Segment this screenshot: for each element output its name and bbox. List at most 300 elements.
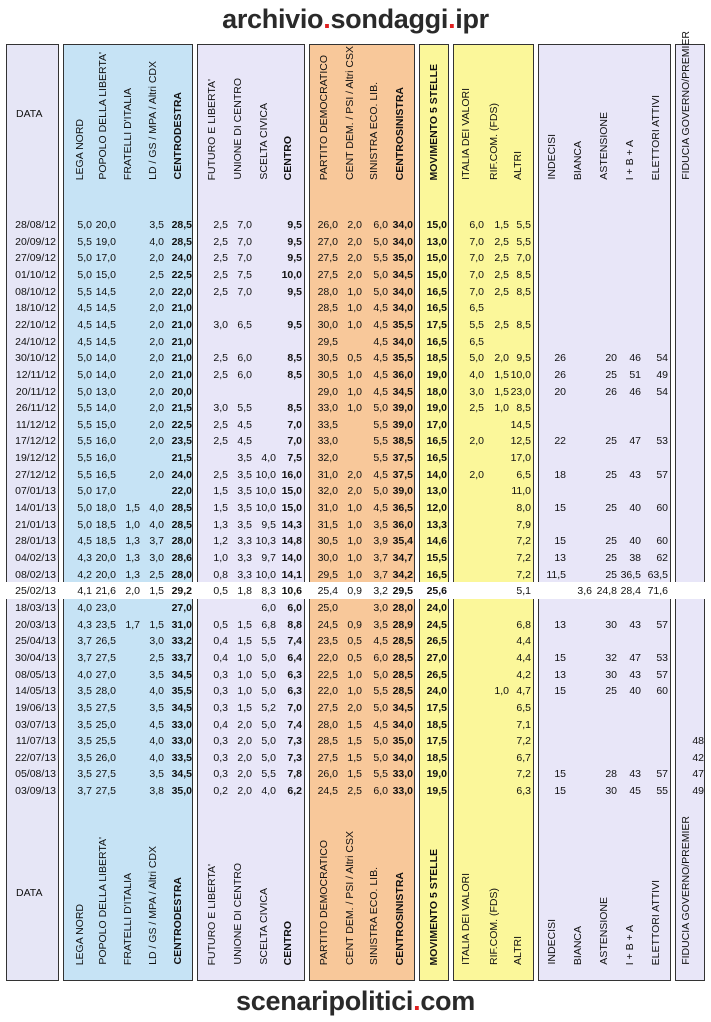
table-cell: 22 — [554, 435, 566, 448]
table-cell: 4,2 — [516, 668, 531, 681]
table-cell: 15 — [554, 785, 566, 798]
table-cell: 4,5 — [77, 302, 92, 315]
table-cell: 20,0 — [95, 552, 116, 564]
row-date: 04/02/13 — [15, 552, 56, 564]
table-cell: 1,5 — [347, 718, 362, 731]
table-cell: 34,5 — [171, 768, 192, 781]
table-cell: 4,0 — [149, 518, 164, 531]
col-header-top-9: CENTRO — [282, 135, 294, 180]
site-title-top-part1: archivio — [222, 4, 324, 34]
table-cell: 1,0 — [347, 535, 362, 548]
table-cell: 3,9 — [373, 535, 388, 548]
table-cell: 21,5 — [171, 402, 192, 415]
table-cell: 6,0 — [373, 785, 388, 798]
table-cell: 1,0 — [237, 668, 252, 681]
table-cell: 7,0 — [469, 285, 484, 298]
table-cell: 1,5 — [125, 502, 140, 515]
table-cell: 3,5 — [77, 735, 92, 748]
table-cell: 24,0 — [426, 601, 447, 614]
table-cell: 26,5 — [95, 635, 116, 648]
row-date: 01/10/12 — [15, 268, 56, 281]
table-cell: 4,5 — [373, 335, 388, 348]
table-cell: 2,0 — [149, 252, 164, 265]
table-cell: 32,0 — [317, 485, 338, 498]
table-cell: 10,0 — [255, 485, 276, 498]
table-cell: 47 — [629, 435, 641, 448]
table-cell: 36,5 — [392, 502, 413, 515]
table-cell: 9,7 — [261, 552, 276, 564]
col-header-bottom-21: I + B + A — [624, 924, 636, 965]
table-cell: 43 — [629, 768, 641, 781]
col-header-top-3: FRATELLI D'ITALIA — [122, 87, 134, 180]
table-cell: 17,5 — [426, 701, 447, 714]
table-cell: 28,5 — [392, 685, 413, 698]
table-cell: 8,5 — [287, 402, 302, 415]
table-cell: 5,0 — [261, 685, 276, 698]
table-cell: 35,0 — [392, 735, 413, 748]
table-cell: 4,0 — [149, 735, 164, 748]
table-cell: 16,0 — [281, 468, 302, 481]
table-cell: 5,0 — [373, 235, 388, 248]
table-cell: 4,5 — [373, 302, 388, 315]
table-cell: 14,0 — [426, 468, 447, 481]
table-cell: 10,3 — [255, 535, 276, 548]
table-cell: 5,0 — [373, 668, 388, 681]
table-cell: 2,5 — [149, 268, 164, 281]
table-cell: 7,3 — [287, 751, 302, 764]
table-cell: 4,5 — [373, 718, 388, 731]
table-cell: 38,5 — [392, 435, 413, 448]
table-cell: 9,5 — [287, 285, 302, 298]
table-cell: 4,3 — [77, 552, 92, 564]
table-cell: 24,5 — [317, 785, 338, 798]
table-cell: 63,5 — [647, 568, 668, 581]
table-cell: 33,0 — [171, 735, 192, 748]
col-header-top-2: POPOLO DELLA LIBERTA' — [97, 52, 109, 180]
table-cell: 22,5 — [171, 418, 192, 431]
table-cell: 4,5 — [77, 335, 92, 348]
table-cell: 3,0 — [149, 552, 164, 564]
table-cell: 7,0 — [237, 235, 252, 248]
table-cell: 8,5 — [516, 268, 531, 281]
table-cell: 23,5 — [171, 435, 192, 448]
table-cell: 7,0 — [237, 219, 252, 231]
table-cell: 8,5 — [287, 352, 302, 365]
table-cell: 24,8 — [596, 585, 617, 598]
table-cell: 2,5 — [213, 285, 228, 298]
table-cell: 0,5 — [347, 651, 362, 664]
table-cell: 16,5 — [426, 452, 447, 465]
table-cell: 27,5 — [95, 768, 116, 781]
col-header-top-14: MOVIMENTO 5 STELLE — [428, 63, 440, 180]
table-cell: 15 — [554, 768, 566, 781]
table-cell: 2,5 — [213, 268, 228, 281]
table-cell: 5,5 — [516, 235, 531, 248]
table-cell: 7,0 — [237, 285, 252, 298]
col-header-top-4: LD / GS / MPA / Altri CDX — [147, 61, 159, 180]
col-header-bottom-22: ELETTORI ATTIVI — [650, 879, 662, 965]
table-cell: 3,5 — [237, 518, 252, 531]
table-cell: 28,5 — [171, 502, 192, 515]
table-cell: 5,0 — [261, 651, 276, 664]
table-cell: 28,0 — [317, 285, 338, 298]
col-header-bottom-17: ALTRI — [512, 936, 524, 965]
table-cell: 1,5 — [347, 751, 362, 764]
table-cell: 33,0 — [171, 718, 192, 731]
table-cell: 5,5 — [237, 402, 252, 415]
col-header-top-15: ITALIA DEI VALORI — [460, 88, 472, 180]
table-cell: 3,5 — [149, 219, 164, 231]
table-cell: 20,0 — [95, 568, 116, 581]
table-cell: 3,7 — [373, 568, 388, 581]
table-cell: 4,5 — [373, 385, 388, 398]
row-date: 20/11/12 — [15, 385, 56, 398]
col-header-bottom-6: FUTURO E LIBERTA' — [206, 863, 218, 965]
table-cell: 15,0 — [95, 268, 116, 281]
table-cell: 18,0 — [426, 385, 447, 398]
table-cell: 34,5 — [392, 701, 413, 714]
table-cell: 30,0 — [317, 318, 338, 331]
table-cell: 2,5 — [213, 219, 228, 231]
table-cell: 34,2 — [392, 568, 413, 581]
table-cell: 46 — [629, 385, 641, 398]
table-cell: 34,5 — [392, 268, 413, 281]
table-cell: 0,3 — [213, 668, 228, 681]
table-cell: 27,5 — [317, 252, 338, 265]
col-header-top-13: CENTROSINISTRA — [394, 86, 406, 180]
table-cell: 28 — [605, 768, 617, 781]
table-cell: 3,0 — [213, 402, 228, 415]
row-date: 07/01/13 — [15, 485, 56, 498]
table-cell: 7,1 — [516, 718, 531, 731]
col-header-top-21: I + B + A — [624, 139, 636, 180]
table-cell: 7,0 — [287, 701, 302, 714]
table-cell: 33,5 — [171, 751, 192, 764]
table-cell: 13,0 — [95, 385, 116, 398]
table-cell: 35,5 — [392, 318, 413, 331]
table-cell: 2,0 — [149, 402, 164, 415]
table-cell: 2,0 — [347, 268, 362, 281]
table-cell: 2,5 — [469, 402, 484, 415]
row-date: 14/05/13 — [15, 685, 56, 698]
table-cell: 40 — [629, 502, 641, 515]
table-cell: 15,0 — [95, 418, 116, 431]
table-cell: 2,5 — [213, 252, 228, 265]
table-cell: 28,6 — [171, 552, 192, 564]
table-cell: 1,5 — [213, 502, 228, 515]
table-cell: 33,0 — [392, 785, 413, 798]
table-cell: 2,0 — [149, 285, 164, 298]
row-date: 22/10/12 — [15, 318, 56, 331]
table-cell: 29,5 — [392, 585, 413, 598]
table-cell: 25,6 — [426, 585, 447, 598]
table-cell: 13,0 — [426, 235, 447, 248]
table-cell: 12,5 — [510, 435, 531, 448]
table-cell: 5,5 — [77, 435, 92, 448]
table-cell: 1,0 — [494, 402, 509, 415]
table-cell: 1,0 — [347, 668, 362, 681]
table-cell: 9,5 — [287, 235, 302, 248]
table-cell: 43 — [629, 668, 641, 681]
table-cell: 54 — [656, 385, 668, 398]
table-cell: 3,3 — [237, 552, 252, 564]
table-cell: 20 — [605, 352, 617, 365]
table-cell: 2,0 — [469, 468, 484, 481]
table-cell: 5,2 — [261, 701, 276, 714]
row-date: 28/08/12 — [15, 219, 56, 231]
table-cell: 7,5 — [237, 268, 252, 281]
table-cell: 1,0 — [347, 318, 362, 331]
table-cell: 8,3 — [261, 585, 276, 598]
table-cell: 2,0 — [347, 468, 362, 481]
table-cell: 28,5 — [392, 651, 413, 664]
row-date: 08/10/12 — [15, 285, 56, 298]
table-cell: 6,3 — [287, 668, 302, 681]
table-cell: 23,0 — [510, 385, 531, 398]
col-header-top-6: FUTURO E LIBERTA' — [206, 78, 218, 180]
table-cell: 33,0 — [317, 435, 338, 448]
site-title-top-dot: . — [323, 4, 331, 34]
row-date: 20/03/13 — [15, 618, 56, 631]
table-cell: 34,0 — [392, 219, 413, 231]
table-cell: 7,4 — [287, 635, 302, 648]
table-cell: 3,0 — [373, 601, 388, 614]
table-cell: 5,1 — [516, 585, 531, 598]
table-cell: 21,0 — [171, 302, 192, 315]
table-cell: 4,4 — [516, 651, 531, 664]
table-cell: 2,5 — [213, 235, 228, 248]
site-title-bottom-part1: scenaripolitici — [236, 986, 414, 1016]
table-cell: 5,0 — [373, 735, 388, 748]
table-cell: 2,5 — [213, 352, 228, 365]
table-cell: 21,6 — [95, 585, 116, 598]
table-cell: 0,3 — [213, 735, 228, 748]
table-cell: 22,0 — [317, 651, 338, 664]
table-cell: 1,5 — [149, 585, 164, 598]
table-cell: 6,0 — [287, 601, 302, 614]
table-cell: 5,0 — [261, 718, 276, 731]
table-cell: 3,6 — [577, 585, 592, 598]
table-cell: 5,0 — [373, 485, 388, 498]
table-cell: 7,2 — [516, 568, 531, 581]
table-cell: 47 — [629, 651, 641, 664]
table-cell: 30,0 — [317, 552, 338, 564]
table-cell: 28,5 — [317, 302, 338, 315]
table-cell: 32 — [605, 651, 617, 664]
table-cell: 2,0 — [494, 352, 509, 365]
table-cell: 8,5 — [287, 368, 302, 381]
table-cell: 7,0 — [469, 235, 484, 248]
table-cell: 22,0 — [317, 685, 338, 698]
table-cell: 5,0 — [77, 352, 92, 365]
col-header-top-11: CENT DEM. / PSI / Altri CSX — [344, 46, 356, 180]
table-cell: 24,5 — [426, 618, 447, 631]
table-cell: 4,0 — [149, 685, 164, 698]
table-cell: 43 — [629, 468, 641, 481]
table-cell: 49 — [692, 785, 704, 798]
table-cell: 6,5 — [516, 701, 531, 714]
table-cell: 10,0 — [281, 268, 302, 281]
table-cell: 1,0 — [237, 685, 252, 698]
table-cell: 5,0 — [77, 502, 92, 515]
table-cell: 0,3 — [213, 685, 228, 698]
table-cell: 30 — [605, 668, 617, 681]
table-cell: 4,0 — [149, 502, 164, 515]
table-cell: 2,0 — [469, 435, 484, 448]
table-cell: 15,0 — [426, 252, 447, 265]
table-cell: 0,8 — [213, 568, 228, 581]
table-cell: 14,5 — [510, 418, 531, 431]
table-cell: 60 — [656, 685, 668, 698]
table-cell: 28,5 — [392, 668, 413, 681]
table-cell: 16,5 — [426, 435, 447, 448]
site-title-bottom-part2: com — [420, 986, 475, 1016]
table-cell: 20,0 — [171, 385, 192, 398]
table-cell: 1,5 — [494, 219, 509, 231]
table-cell: 13,0 — [426, 485, 447, 498]
table-cell: 8,0 — [516, 502, 531, 515]
table-cell: 8,8 — [287, 618, 302, 631]
table-cell: 26 — [605, 385, 617, 398]
table-cell: 1,0 — [125, 518, 140, 531]
table-cell: 11,5 — [546, 568, 566, 581]
table-cell: 57 — [656, 618, 668, 631]
table-cell: 16,0 — [95, 435, 116, 448]
table-cell: 1,3 — [125, 535, 140, 548]
table-cell: 14,5 — [95, 285, 116, 298]
table-cell: 5,0 — [261, 735, 276, 748]
table-cell: 8,5 — [516, 402, 531, 415]
table-cell: 10,0 — [255, 502, 276, 515]
table-cell: 18 — [554, 468, 566, 481]
table-cell: 2,0 — [149, 385, 164, 398]
table-cell: 19,0 — [426, 368, 447, 381]
table-cell: 5,0 — [77, 252, 92, 265]
table-cell: 1,5 — [347, 768, 362, 781]
table-cell: 6,0 — [261, 601, 276, 614]
table-cell: 1,5 — [494, 385, 509, 398]
table-cell: 7,3 — [287, 735, 302, 748]
table-cell: 27,5 — [317, 751, 338, 764]
table-cell: 35,5 — [171, 685, 192, 698]
table-cell: 29,0 — [317, 385, 338, 398]
row-date: 18/10/12 — [15, 302, 56, 315]
table-cell: 1,0 — [347, 685, 362, 698]
table-cell: 2,5 — [494, 268, 509, 281]
table-cell: 12,0 — [426, 502, 447, 515]
table-cell: 1,2 — [213, 535, 228, 548]
table-cell: 3,7 — [149, 535, 164, 548]
row-date: 27/09/12 — [15, 252, 56, 265]
table-cell: 29,2 — [171, 585, 192, 598]
table-cell: 4,0 — [261, 785, 276, 798]
table-cell: 27,0 — [317, 235, 338, 248]
table-cell: 3,7 — [373, 552, 388, 564]
table-cell: 6,5 — [516, 468, 531, 481]
table-cell: 5,5 — [77, 402, 92, 415]
row-date: 30/10/12 — [15, 352, 56, 365]
table-cell: 30 — [605, 785, 617, 798]
table-cell: 30,5 — [317, 352, 338, 365]
table-cell: 36,0 — [392, 518, 413, 531]
table-cell: 2,0 — [237, 768, 252, 781]
table-cell: 1,5 — [149, 618, 164, 631]
table-cell: 6,8 — [261, 618, 276, 631]
table-cell: 26 — [554, 368, 566, 381]
table-cell: 2,0 — [347, 485, 362, 498]
table-cell: 4,0 — [261, 452, 276, 465]
table-cell: 30,5 — [317, 368, 338, 381]
table-cell: 15 — [554, 502, 566, 515]
table-cell: 39,0 — [392, 485, 413, 498]
table-cell: 5,0 — [77, 485, 92, 498]
table-cell: 7,2 — [516, 735, 531, 748]
table-cell: 1,0 — [347, 402, 362, 415]
table-cell: 14,6 — [426, 535, 447, 548]
table-cell: 21,0 — [171, 335, 192, 348]
table-cell: 16,5 — [426, 302, 447, 315]
table-cell: 2,5 — [213, 468, 228, 481]
table-cell: 0,5 — [347, 635, 362, 648]
table-cell: 17,0 — [95, 485, 116, 498]
site-title-top-part3: ipr — [455, 4, 489, 34]
table-cell: 18,5 — [95, 535, 116, 548]
table-cell: 25 — [605, 435, 617, 448]
table-cell: 2,0 — [347, 701, 362, 714]
table-cell: 4,5 — [373, 368, 388, 381]
table-cell: 10,0 — [255, 468, 276, 481]
row-date: 24/10/12 — [15, 335, 56, 348]
col-header-bottom-16: RIF.COM. (FDS) — [488, 888, 500, 965]
table-cell: 18,0 — [95, 502, 116, 515]
table-cell: 9,5 — [287, 318, 302, 331]
table-cell: 57 — [656, 668, 668, 681]
table-cell: 5,5 — [77, 418, 92, 431]
table-cell: 4,5 — [77, 535, 92, 548]
table-cell: 3,5 — [77, 768, 92, 781]
col-header-bottom-5: CENTRODESTRA — [172, 877, 184, 965]
date-header-bottom: DATA — [16, 886, 43, 899]
table-cell: 15,0 — [426, 268, 447, 281]
table-cell: 34,0 — [392, 335, 413, 348]
row-date: 20/09/12 — [15, 235, 56, 248]
table-cell: 36,0 — [392, 368, 413, 381]
table-cell: 5,5 — [77, 285, 92, 298]
col-header-bottom-12: SINISTRA ECO. LIB. — [368, 866, 380, 965]
row-date: 30/04/13 — [15, 651, 56, 664]
table-cell: 2,5 — [347, 785, 362, 798]
table-cell: 4,5 — [237, 418, 252, 431]
table-cell: 27,0 — [95, 668, 116, 681]
table-cell: 42 — [692, 751, 704, 764]
col-header-bottom-4: LD / GS / MPA / Altri CDX — [147, 846, 159, 965]
table-cell: 2,0 — [149, 335, 164, 348]
table-cell: 15,0 — [281, 502, 302, 515]
table-cell: 18,5 — [426, 718, 447, 731]
table-cell: 19,0 — [426, 402, 447, 415]
table-cell: 15 — [554, 535, 566, 548]
col-header-top-20: ASTENSIONE — [598, 112, 610, 180]
table-cell: 0,4 — [213, 635, 228, 648]
site-title-bottom — [0, 986, 711, 1017]
table-cell: 26,0 — [95, 751, 116, 764]
table-cell: 2,0 — [347, 252, 362, 265]
table-cell: 1,0 — [347, 518, 362, 531]
col-header-bottom-14: MOVIMENTO 5 STELLE — [428, 848, 440, 965]
table-cell: 2,0 — [149, 318, 164, 331]
table-cell: 2,0 — [347, 235, 362, 248]
site-title-top-dot2: . — [448, 4, 456, 34]
